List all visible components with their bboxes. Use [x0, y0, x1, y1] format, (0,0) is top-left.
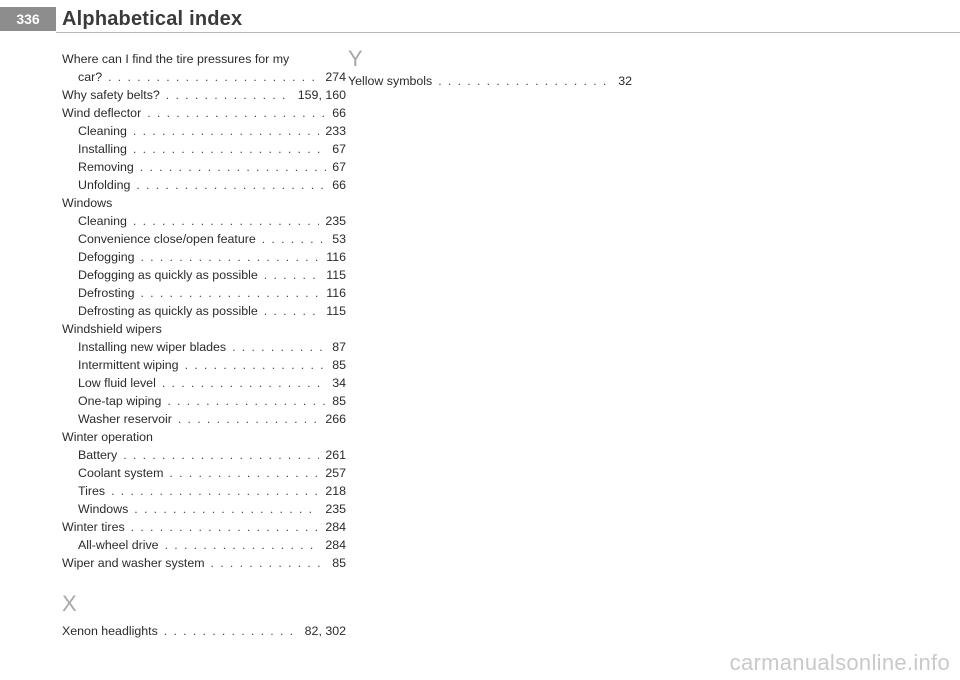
page-ref: 66 — [332, 106, 346, 120]
page-ref: 115 — [326, 268, 346, 282]
page-ref: 235 — [325, 214, 346, 228]
section-letter-x: X — [62, 591, 77, 616]
index-entry: Windows — [62, 196, 113, 210]
section-letter-y: Y — [348, 46, 363, 71]
index-subentry: Coolant system . . . 257 — [62, 466, 346, 484]
index-subentry: One-tap wiping . . . 85 — [62, 394, 346, 412]
index-subentry: Low fluid level . . . 34 — [62, 376, 346, 394]
index-subentry: Unfolding . . . 66 — [62, 178, 346, 196]
index-subentry: Removing . . . 67 — [62, 160, 346, 178]
page-ref: 67 — [332, 160, 346, 174]
page-ref: 233 — [325, 124, 346, 138]
page-ref: 218 — [325, 484, 346, 498]
page-ref: 85 — [332, 358, 346, 372]
page-ref: 53 — [332, 232, 346, 246]
page-ref: 34 — [332, 376, 346, 390]
page-ref: 67 — [332, 142, 346, 156]
index-entry: Where can I find the tire pressures for my — [62, 52, 290, 66]
page-ref: 235 — [325, 502, 346, 516]
index-subentry: Windows . . . 235 — [62, 502, 346, 520]
index-subentry: All-wheel drive . . . 284 — [62, 538, 346, 556]
index-entry: Wiper and washer system . . . 85 — [62, 556, 346, 574]
index-entry: Xenon headlights . . . 82, 302 — [62, 624, 346, 642]
page-ref: 87 — [332, 340, 346, 354]
page-ref: 115 — [326, 304, 346, 318]
page-ref: 32 — [618, 74, 632, 88]
index-entry: Winter tires . . . 284 — [62, 520, 346, 538]
index-entry: Wind deflector . . . 66 — [62, 106, 346, 124]
page-ref: 116 — [326, 286, 346, 300]
page-ref: 116 — [326, 250, 346, 264]
index-subentry: Battery . . . 261 — [62, 448, 346, 466]
header-rule — [56, 32, 960, 33]
index-subentry: Installing new wiper blades . . . 87 — [62, 340, 346, 358]
page-ref: 257 — [325, 466, 346, 480]
index-subentry: Installing . . . 67 — [62, 142, 346, 160]
page-title: Alphabetical index — [62, 8, 243, 30]
page-ref: 266 — [325, 412, 346, 426]
index-entry: Why safety belts? . . . 159, 160 — [62, 88, 346, 106]
index-subentry: Intermittent wiping . . . 85 — [62, 358, 346, 376]
index-subentry: Defogging as quickly as possible . . . 115 — [62, 268, 346, 286]
page-ref: 85 — [332, 394, 346, 408]
page-ref: 284 — [325, 520, 346, 534]
page-ref: 82, 302 — [304, 624, 346, 638]
index-entry: car? . . . 274 — [62, 70, 346, 88]
index-subentry: Convenience close/open feature . . . 53 — [62, 232, 346, 250]
index-subentry: Defogging . . . 116 — [62, 250, 346, 268]
page-ref: 284 — [325, 538, 346, 552]
page-ref: 274 — [325, 70, 346, 84]
page-ref: 85 — [332, 556, 346, 570]
index-subentry: Defrosting . . . 116 — [62, 286, 346, 304]
index-entry: Winter operation — [62, 430, 153, 444]
index-subentry: Tires . . . 218 — [62, 484, 346, 502]
watermark: carmanualsonline.info — [729, 650, 950, 675]
page-ref: 159, 160 — [297, 88, 346, 102]
page-number-badge: 336 — [0, 7, 56, 31]
index-subentry: Cleaning . . . 233 — [62, 124, 346, 142]
index-entry: Windshield wipers — [62, 322, 162, 336]
index-subentry: Defrosting as quickly as possible . . . 115 — [62, 304, 346, 322]
page-ref: 261 — [325, 448, 346, 462]
index-subentry: Washer reservoir . . . 266 — [62, 412, 346, 430]
index-column-1 — [62, 52, 346, 642]
index-subentry: Cleaning . . . 235 — [62, 214, 346, 232]
page-ref: 66 — [332, 178, 346, 192]
index-entry: Yellow symbols . . . 32 — [348, 74, 632, 92]
index-column-2 — [348, 46, 632, 92]
